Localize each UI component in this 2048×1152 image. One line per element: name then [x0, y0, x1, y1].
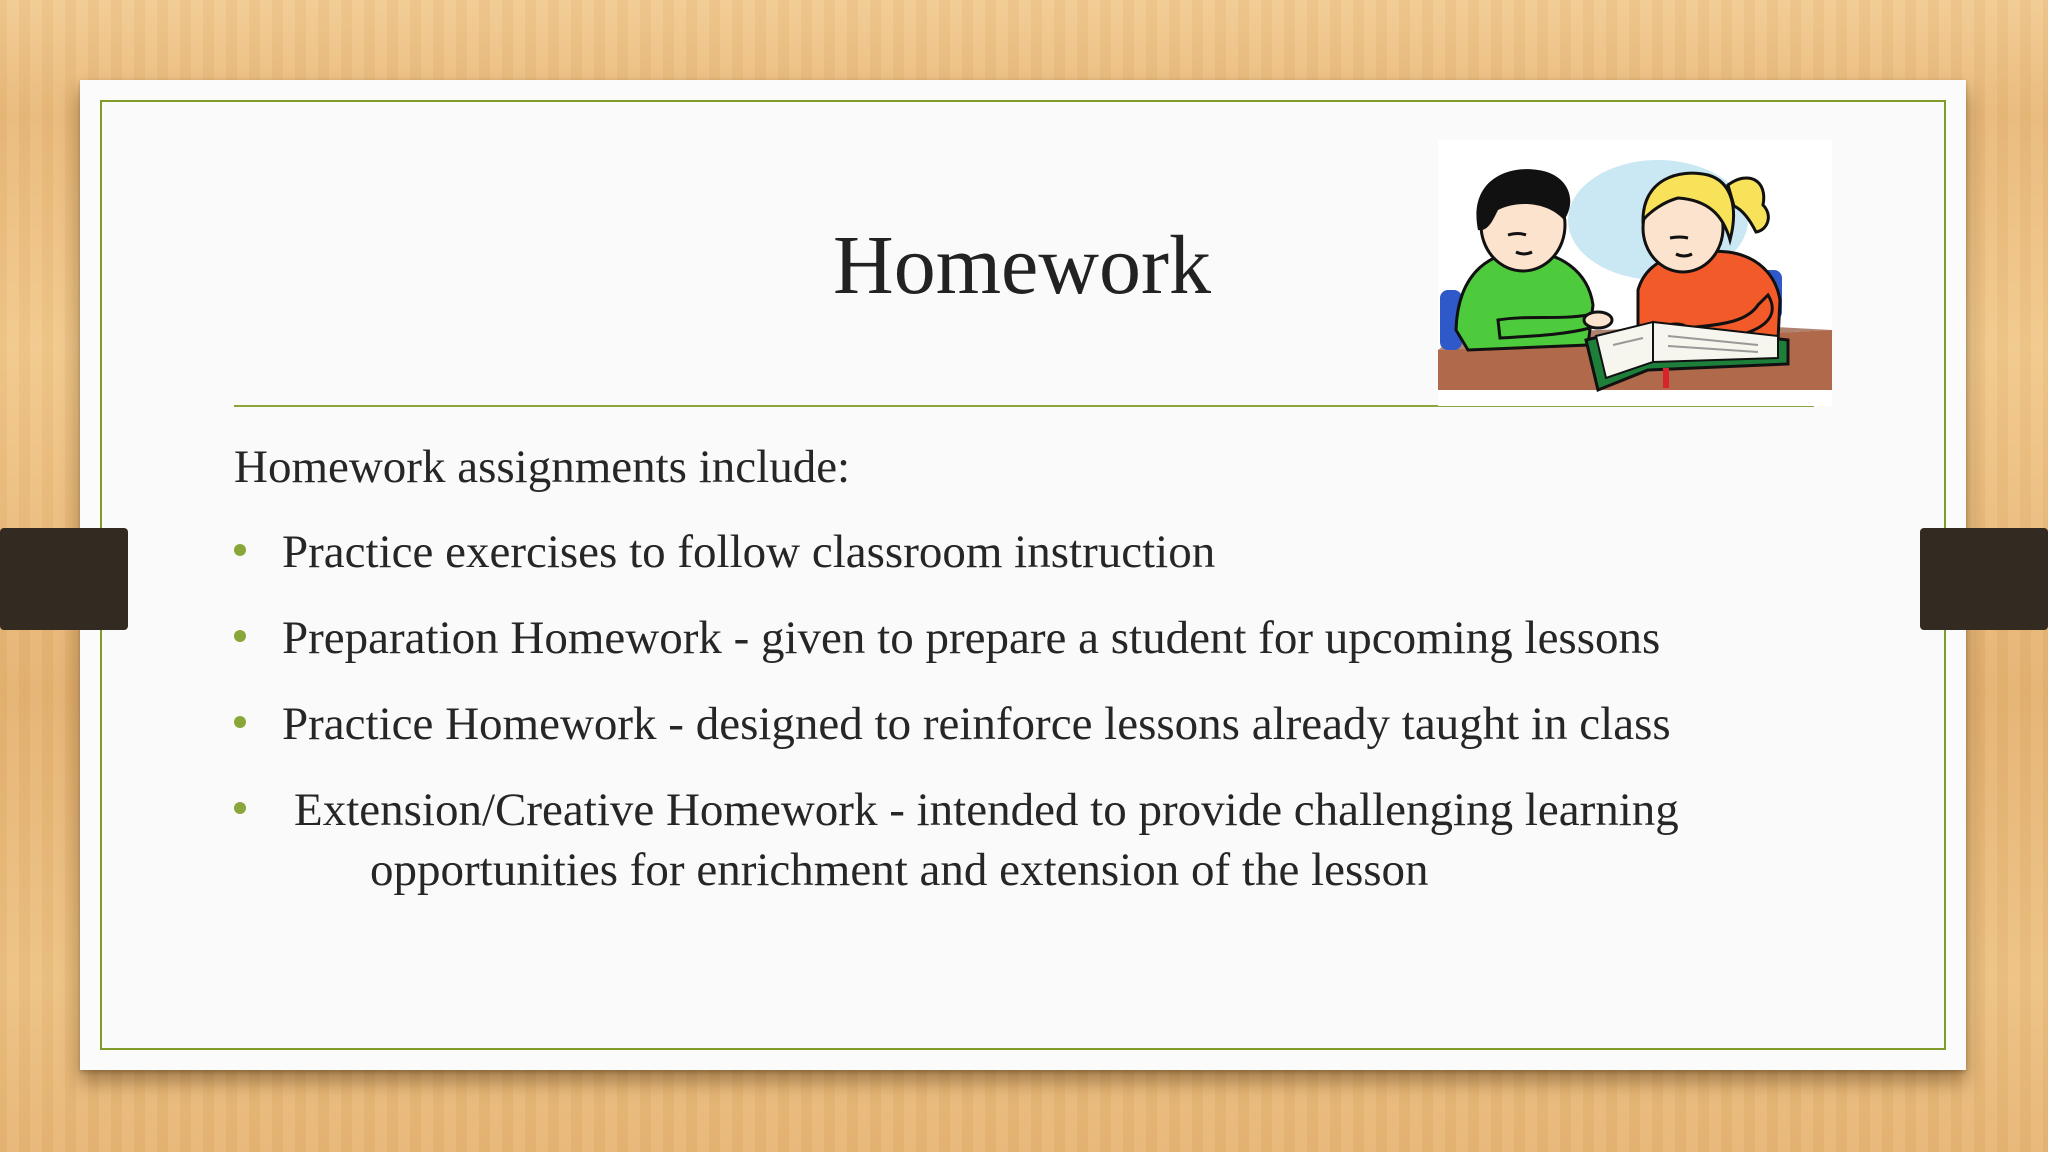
bullet-dot-icon	[234, 544, 246, 556]
bullet-dot-icon	[234, 716, 246, 728]
children-reading-illustration	[1438, 140, 1832, 406]
children-reading-clipart	[1438, 140, 1832, 406]
bullet-dot-icon	[234, 802, 246, 814]
left-binder-tab	[0, 528, 128, 630]
homework-bullet-list	[234, 522, 1834, 926]
slide-title: Homework	[833, 219, 1211, 312]
intro-text: Homework assignments include:	[234, 441, 851, 493]
right-binder-tab	[1920, 528, 2048, 630]
bullet-text: Practice exercises to follow classroom instruction	[282, 526, 1216, 578]
bullet-text: Preparation Homework - given to prepare a student for upcoming lessons	[282, 612, 1661, 664]
bullet-item-practice-homework	[234, 694, 1834, 754]
bullet-item-preparation-homework	[234, 608, 1834, 668]
bullet-item-practice-exercises	[234, 522, 1834, 582]
bullet-text: Practice Homework - designed to reinforce lessons already taught in class	[282, 698, 1671, 750]
bullet-item-extension-homework	[234, 780, 1834, 900]
bullet-dot-icon	[234, 630, 246, 642]
bullet-text-line1: Extension/Creative Homework - intended to provide challenging learning	[294, 784, 1679, 836]
bullet-text-line2: opportunities for enrichment and extension of the lesson	[370, 844, 1429, 896]
